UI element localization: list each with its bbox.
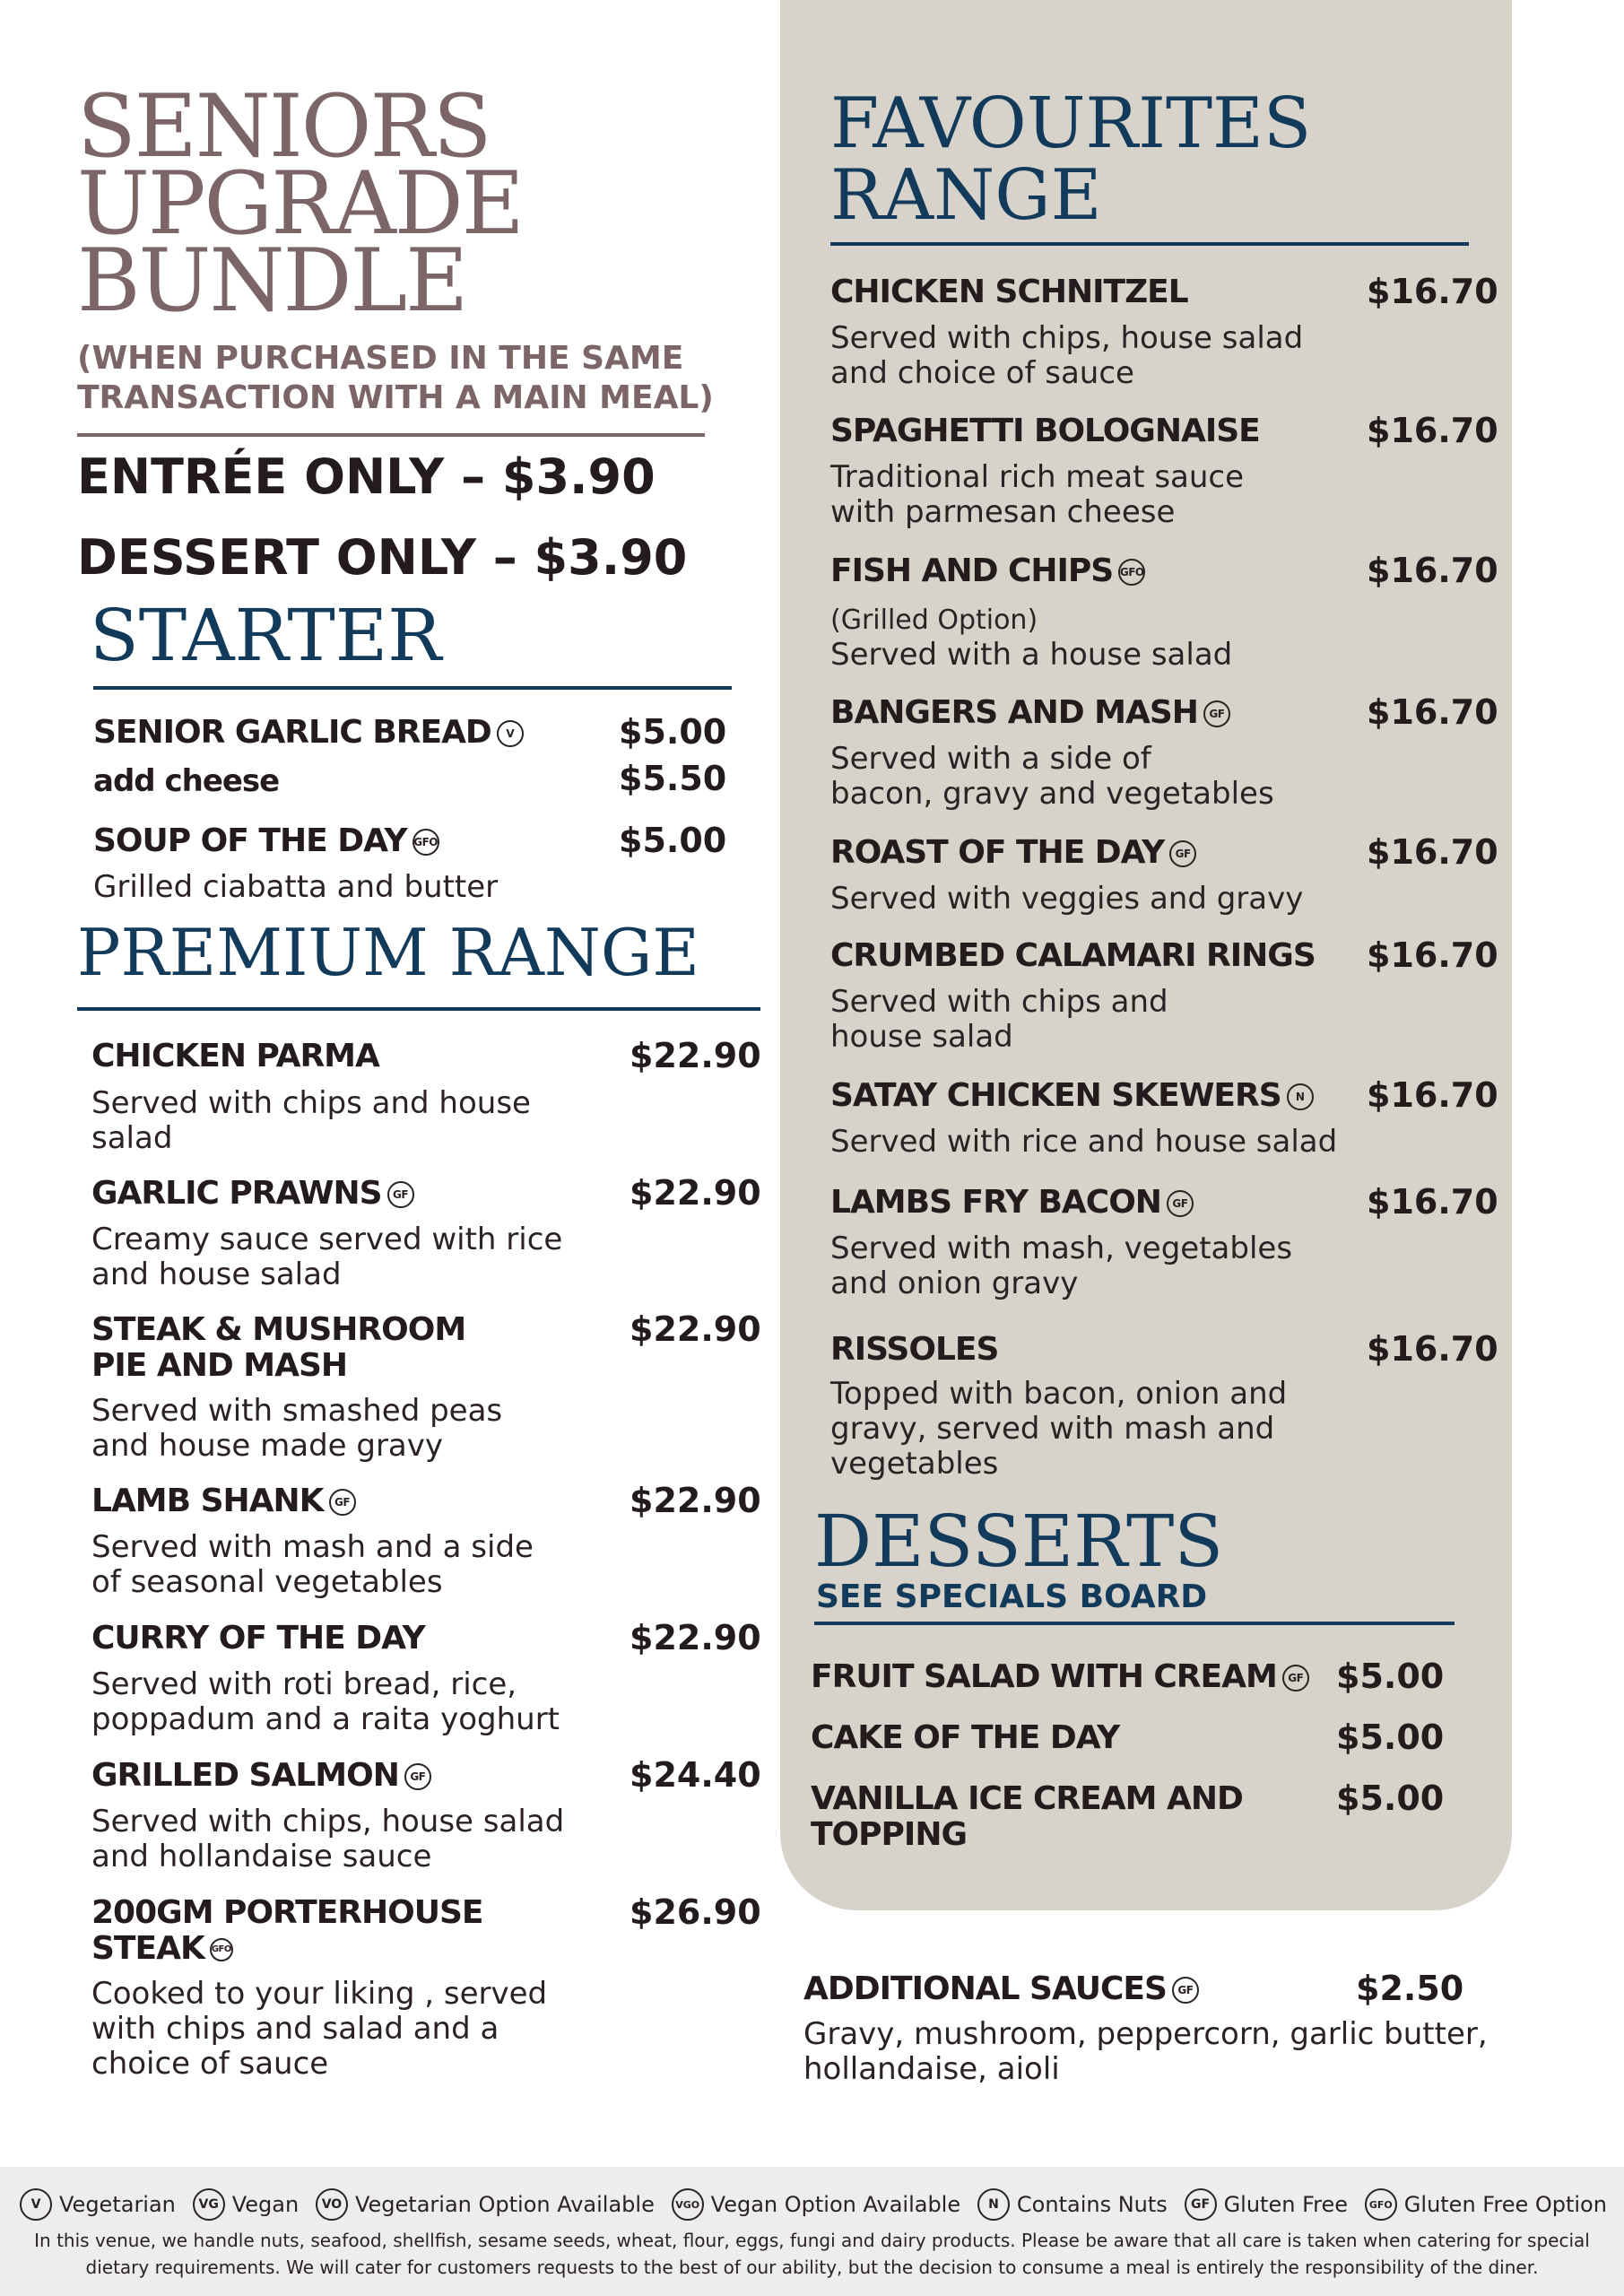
menu-item-price: $5.50 bbox=[619, 759, 727, 798]
menu-item-description bbox=[91, 1667, 683, 1737]
gluten-free-badge-icon: GF bbox=[404, 1763, 431, 1790]
menu-item-description bbox=[91, 1977, 665, 2082]
vegetarian-badge-icon: V bbox=[497, 720, 524, 747]
menu-item-description bbox=[91, 1394, 630, 1464]
item-name-text: ROAST OF THE DAY bbox=[830, 834, 1165, 871]
description-line: with chips and salad and a bbox=[91, 2011, 499, 2047]
gluten-free-option-icon: GFO bbox=[1365, 2188, 1397, 2221]
menu-item-price: $2.50 bbox=[1356, 1969, 1464, 2008]
menu-item-description bbox=[91, 1222, 665, 1292]
description-line: Served with chips, house salad bbox=[91, 1804, 565, 1839]
menu-item-name bbox=[91, 1758, 594, 1794]
menu-item-description bbox=[830, 1231, 1368, 1301]
contains-nuts-badge-icon: N bbox=[1287, 1083, 1314, 1110]
allergen-disclaimer bbox=[27, 2227, 1597, 2281]
gluten-free-badge-icon: GF bbox=[329, 1489, 356, 1516]
starter-divider bbox=[93, 686, 732, 690]
menu-item-name bbox=[830, 1078, 1368, 1114]
menu-item-price: $5.00 bbox=[1336, 1779, 1445, 1818]
menu-item-description bbox=[830, 985, 1368, 1055]
description-line: salad bbox=[91, 1120, 173, 1156]
menu-item-description: Served with rice and house salad bbox=[830, 1124, 1338, 1160]
premium-divider bbox=[77, 1007, 760, 1011]
gluten-free-icon: GF bbox=[1185, 2188, 1217, 2221]
menu-item-name bbox=[91, 1312, 594, 1384]
legend-label: Vegetarian bbox=[59, 2192, 176, 2217]
item-name-text: ADDITIONAL SAUCES bbox=[803, 1970, 1167, 2007]
description-line: Served with chips, house salad bbox=[830, 320, 1304, 356]
description-line: Served with chips and bbox=[830, 984, 1168, 1020]
item-name-text: LAMB SHANK bbox=[91, 1483, 324, 1519]
desserts-title: DESSERTS bbox=[814, 1500, 1224, 1583]
menu-item-name: SPAGHETTI BOLOGNAISE bbox=[830, 413, 1260, 449]
seniors-bundle-title bbox=[77, 76, 651, 331]
desserts-divider bbox=[814, 1622, 1455, 1625]
premium-range-title: PREMIUM RANGE bbox=[77, 915, 699, 990]
description-line: Topped with bacon, onion and bbox=[830, 1376, 1288, 1412]
legend-label: Vegan Option Available bbox=[710, 2192, 961, 2217]
menu-item-description bbox=[91, 1805, 683, 1874]
menu-item-price: $16.70 bbox=[1367, 411, 1498, 450]
menu-item-price: $22.90 bbox=[630, 1481, 761, 1520]
contains-nuts-icon: N bbox=[977, 2188, 1010, 2221]
item-name-line: PIE AND MASH bbox=[91, 1347, 348, 1384]
description-line: poppadum and a raita yoghurt bbox=[91, 1701, 560, 1737]
description-line: Served with mash, vegetables bbox=[830, 1231, 1293, 1266]
menu-item-name: CHICKEN SCHNITZEL bbox=[830, 274, 1188, 310]
description-line: and onion gravy bbox=[830, 1265, 1079, 1301]
legend-item bbox=[193, 2188, 299, 2221]
description-line: Served with roti bread, rice, bbox=[91, 1666, 517, 1702]
menu-item-name bbox=[830, 553, 1333, 589]
item-name-text: SOUP OF THE DAY bbox=[93, 822, 407, 859]
menu-item-name bbox=[91, 1176, 594, 1212]
menu-item-name: CRUMBED CALAMARI RINGS bbox=[830, 937, 1316, 974]
menu-item-description bbox=[91, 1086, 630, 1156]
disclaimer-line: dietary requirements. We will cater for customers requests to the best of our ability, but the decision to consume a meal is entirely the responsibility of the diner. bbox=[85, 2257, 1539, 2278]
title-line: FAVOURITES bbox=[830, 83, 1312, 164]
legend-label: Vegan bbox=[231, 2192, 300, 2217]
item-name-text: FISH AND CHIPS bbox=[830, 552, 1114, 589]
menu-item-name bbox=[93, 715, 595, 751]
menu-item-price: $16.70 bbox=[1367, 1329, 1498, 1369]
item-name-text: BANGERS AND MASH bbox=[830, 694, 1198, 731]
item-name-text: GRILLED SALMON bbox=[91, 1757, 399, 1794]
item-name-line: 200GM PORTERHOUSE bbox=[91, 1894, 483, 1931]
seniors-title-line: BUNDLE bbox=[77, 230, 467, 331]
gluten-free-badge-icon: GF bbox=[1282, 1665, 1309, 1692]
menu-item-price: $5.00 bbox=[1336, 1657, 1445, 1696]
description-line: house salad bbox=[830, 1019, 1013, 1055]
gluten-free-badge-icon: GF bbox=[1172, 1977, 1199, 2004]
item-name-text: FRUIT SALAD WITH CREAM bbox=[811, 1658, 1277, 1695]
item-name-text: LAMBS FRY BACON bbox=[830, 1184, 1161, 1221]
menu-item-name bbox=[91, 1895, 594, 1967]
menu-item-price: $5.00 bbox=[619, 821, 727, 860]
vegan-option-icon: VGO bbox=[672, 2188, 704, 2221]
legend-label: Vegetarian Option Available bbox=[354, 2192, 655, 2217]
description-line: Served with a house salad bbox=[830, 637, 1233, 673]
legend-item bbox=[20, 2188, 176, 2221]
menu-item-name bbox=[91, 1483, 594, 1519]
description-line: and house salad bbox=[91, 1257, 342, 1292]
legend-item bbox=[977, 2188, 1168, 2221]
item-name-line: VANILLA ICE CREAM AND bbox=[811, 1780, 1243, 1817]
menu-item-name: add cheese bbox=[93, 763, 280, 799]
menu-item-name bbox=[830, 695, 1333, 731]
menu-item-price: $22.90 bbox=[630, 1036, 761, 1075]
gluten-free-option-badge-icon: GFO bbox=[413, 829, 439, 856]
menu-item-description bbox=[830, 603, 1368, 673]
menu-item-name bbox=[811, 1781, 1313, 1853]
starter-title: STARTER bbox=[90, 594, 442, 677]
menu-item-name: RISSOLES bbox=[830, 1331, 999, 1368]
description-line: Served with smashed peas bbox=[91, 1393, 503, 1429]
menu-item-name: CAKE OF THE DAY bbox=[811, 1719, 1120, 1756]
item-name-text: GARLIC PRAWNS bbox=[91, 1175, 382, 1212]
gluten-free-option-badge-icon: GFO bbox=[210, 1938, 233, 1961]
menu-item-price: $26.90 bbox=[630, 1892, 761, 1932]
description-line: Served with a side of bbox=[830, 741, 1151, 777]
menu-item-description bbox=[830, 742, 1368, 812]
menu-item-name bbox=[811, 1659, 1313, 1695]
item-name-line: STEAK bbox=[91, 1930, 204, 1967]
description-line: Gravy, mushroom, peppercorn, garlic butter, bbox=[803, 2016, 1488, 2052]
seniors-title-line: UPGRADE bbox=[77, 153, 523, 254]
legend-label: Gluten Free bbox=[1223, 2192, 1348, 2217]
menu-item-description bbox=[830, 321, 1368, 391]
menu-item-price: $16.70 bbox=[1367, 935, 1498, 975]
menu-item-name bbox=[803, 1971, 1306, 2007]
item-name-line: STEAK & MUSHROOM bbox=[91, 1311, 466, 1348]
menu-item-price: $16.70 bbox=[1367, 832, 1498, 872]
menu-item-price: $16.70 bbox=[1367, 551, 1498, 590]
description-line: choice of sauce bbox=[91, 2046, 329, 2082]
menu-item-price: $5.00 bbox=[1336, 1718, 1445, 1757]
title-line: RANGE bbox=[830, 155, 1102, 236]
dietary-legend bbox=[20, 2188, 1607, 2221]
menu-item-description bbox=[830, 1377, 1368, 1482]
legend-label: Contains Nuts bbox=[1016, 2192, 1168, 2217]
description-line: Traditional rich meat sauce bbox=[830, 459, 1245, 495]
description-line: (Grilled Option) bbox=[830, 604, 1038, 636]
menu-item-price: $22.90 bbox=[630, 1309, 761, 1349]
description-line: Served with chips and house bbox=[91, 1085, 531, 1121]
gluten-free-badge-icon: GF bbox=[1167, 1190, 1194, 1217]
legend-item bbox=[672, 2188, 960, 2221]
menu-item-name bbox=[93, 823, 595, 859]
seniors-title-line: SENIORS bbox=[77, 76, 491, 177]
description-line: and hollandaise sauce bbox=[91, 1839, 432, 1874]
description-line: gravy, served with mash and bbox=[830, 1411, 1275, 1447]
gluten-free-badge-icon: GF bbox=[1203, 700, 1230, 727]
description-line: Creamy sauce served with rice bbox=[91, 1222, 563, 1257]
description-line: Cooked to your liking , served bbox=[91, 1976, 548, 2012]
menu-item-price: $5.00 bbox=[619, 712, 727, 752]
menu-item-description bbox=[91, 1530, 630, 1600]
menu-item-name bbox=[830, 1185, 1333, 1221]
description-line: hollandaise, aioli bbox=[803, 2051, 1060, 2087]
legend-item bbox=[1365, 2188, 1607, 2221]
menu-item-price: $16.70 bbox=[1367, 692, 1498, 732]
favourites-divider bbox=[830, 242, 1469, 246]
desserts-subtitle: SEE SPECIALS BOARD bbox=[816, 1578, 1208, 1615]
description-line: and house made gravy bbox=[91, 1428, 444, 1464]
description-line: of seasonal vegetables bbox=[91, 1564, 443, 1600]
dessert-only-price: DESSERT ONLY – $3.90 bbox=[77, 529, 688, 586]
menu-item-price: $22.90 bbox=[630, 1618, 761, 1657]
menu-item-description: Served with veggies and gravy bbox=[830, 881, 1304, 917]
item-name-line: TOPPING bbox=[811, 1816, 968, 1853]
item-name-text: SENIOR GARLIC BREAD bbox=[93, 714, 491, 751]
vegan-icon: VG bbox=[193, 2188, 225, 2221]
gluten-free-badge-icon: GF bbox=[387, 1181, 414, 1208]
description-line: vegetables bbox=[830, 1446, 999, 1482]
menu-item-price: $16.70 bbox=[1367, 1182, 1498, 1222]
gluten-free-option-badge-icon: GFO bbox=[1118, 559, 1145, 586]
seniors-bundle-subtitle bbox=[77, 339, 741, 418]
item-name-text: SATAY CHICKEN SKEWERS bbox=[830, 1077, 1281, 1114]
seniors-divider bbox=[77, 433, 705, 437]
description-line: bacon, gravy and vegetables bbox=[830, 776, 1274, 812]
menu-item-price: $24.40 bbox=[630, 1755, 761, 1795]
menu-item-name: CURRY OF THE DAY bbox=[91, 1620, 425, 1657]
favourites-range-title bbox=[830, 83, 1312, 236]
description-line: and choice of sauce bbox=[830, 355, 1134, 391]
description-line: Served with mash and a side bbox=[91, 1529, 534, 1565]
legend-label: Gluten Free Option bbox=[1403, 2192, 1607, 2217]
seniors-subtitle-line: (WHEN PURCHASED IN THE SAME bbox=[77, 340, 684, 377]
menu-item-description bbox=[830, 460, 1368, 530]
menu-item-price: $16.70 bbox=[1367, 1075, 1498, 1115]
menu-item-price: $22.90 bbox=[630, 1173, 761, 1213]
legend-item bbox=[316, 2188, 655, 2221]
legend-item bbox=[1185, 2188, 1348, 2221]
seniors-subtitle-line: TRANSACTION WITH A MAIN MEAL) bbox=[77, 379, 714, 416]
menu-item-name bbox=[830, 835, 1333, 871]
vegetarian-icon: V bbox=[20, 2188, 52, 2221]
gluten-free-badge-icon: GF bbox=[1169, 840, 1196, 867]
disclaimer-line: In this venue, we handle nuts, seafood, shellfish, sesame seeds, wheat, flour, eggs, fungi and dairy products. Please be aware that all care is taken when catering for special bbox=[34, 2230, 1590, 2251]
entree-only-price: ENTRÉE ONLY – $3.90 bbox=[77, 448, 656, 505]
vegetarian-option-icon: VO bbox=[316, 2188, 348, 2221]
menu-item-description: Grilled ciabatta and butter bbox=[93, 869, 499, 905]
menu-item-price: $16.70 bbox=[1367, 272, 1498, 311]
description-line: with parmesan cheese bbox=[830, 494, 1176, 530]
menu-item-description bbox=[803, 2017, 1539, 2087]
menu-item-name: CHICKEN PARMA bbox=[91, 1038, 379, 1074]
